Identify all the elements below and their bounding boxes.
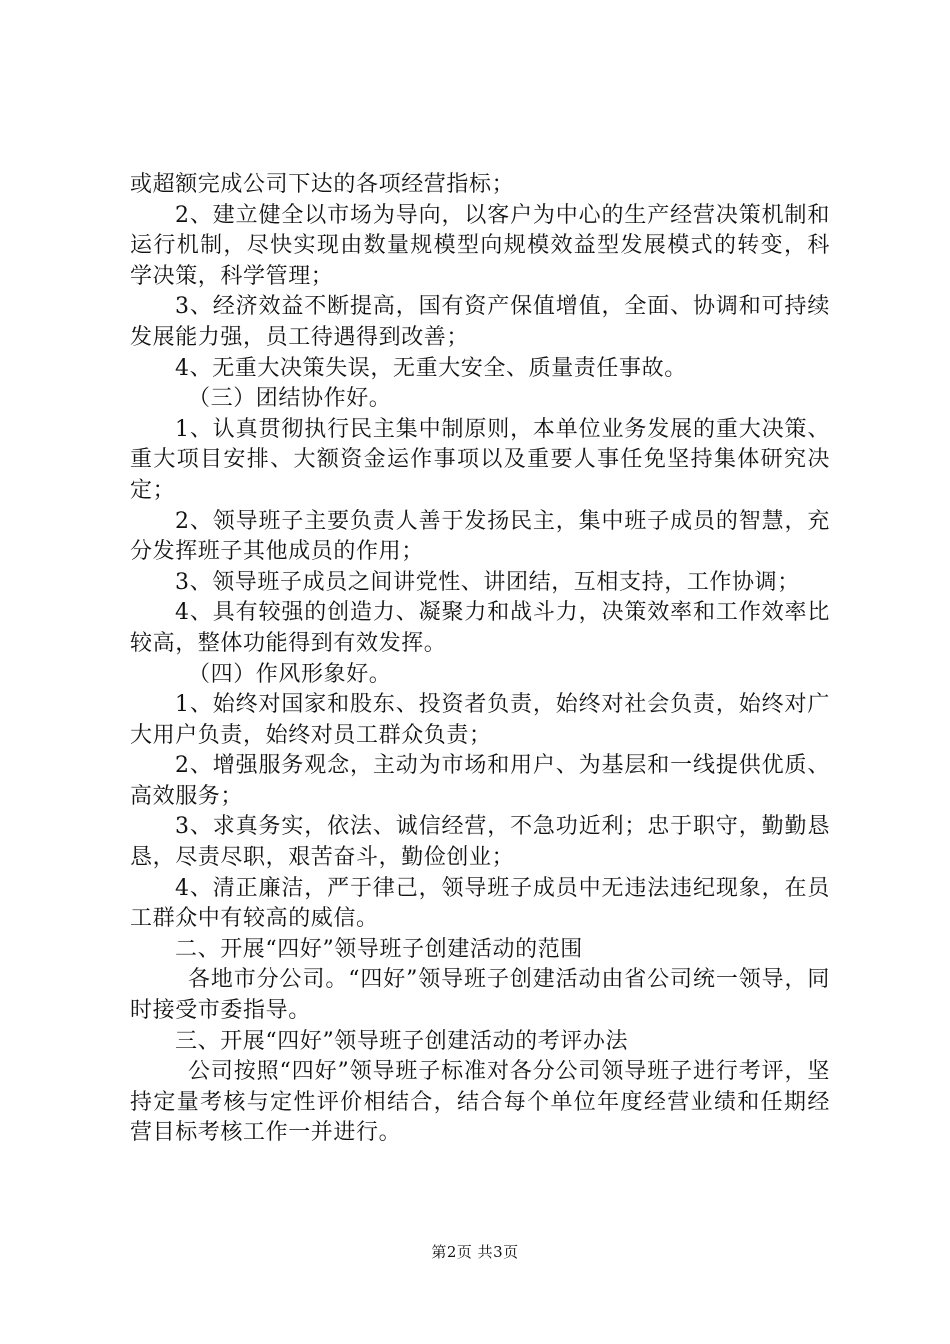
section-heading: 二、开展“四好”领导班子创建活动的范围 bbox=[175, 936, 583, 962]
paragraph: 4、清正廉洁，严于律己，领导班子成员中无违法违纪现象，在员工群众中有较高的威信。 bbox=[130, 875, 830, 932]
paragraph: 3、领导班子成员之间讲党性、讲团结，互相支持，工作协调； bbox=[175, 569, 800, 595]
paragraph: 3、求真务实，依法、诚信经营，不急功近利；忠于职守，勤勤恳恳，尽责尽职，艰苦奋斗，勤俭创业； bbox=[130, 814, 830, 871]
paragraph: 4、无重大决策失误，无重大安全、质量责任事故。 bbox=[175, 355, 687, 381]
paragraph: 4、具有较强的创造力、凝聚力和战斗力，决策效率和工作效率比较高，整体功能得到有效发挥。 bbox=[130, 600, 830, 656]
document-body bbox=[130, 170, 830, 1149]
paragraph: 或超额完成公司下达的各项经营指标； bbox=[130, 172, 515, 197]
section-heading: （四）作风形象好。 bbox=[188, 661, 392, 687]
paragraph: 2、增强服务观念，主动为市场和用户、为基层和一线提供优质、高效服务； bbox=[130, 753, 830, 809]
paragraph: 2、建立健全以市场为导向，以客户为中心的生产经营决策机制和运行机制，尽快实现由数量规模型向规模效益型发展模式的转变，科学决策，科学管理； bbox=[130, 202, 830, 289]
page-footer: 第2页 共3页 bbox=[431, 1243, 519, 1261]
paragraph: 3、经济效益不断提高，国有资产保值增值，全面、协调和可持续发展能力强，员工待遇得到改善； bbox=[130, 294, 830, 350]
paragraph: 1、始终对国家和股东、投资者负责，始终对社会负责，始终对广大用户负责，始终对员工群众负责； bbox=[130, 692, 830, 748]
section-heading: 三、开展“四好”领导班子创建活动的考评办法 bbox=[175, 1028, 629, 1054]
section-heading: （三）团结协作好。 bbox=[188, 386, 392, 412]
paragraph: 1、认真贯彻执行民主集中制原则，本单位业务发展的重大决策、重大项目安排、大额资金运作事项以及重要人事任免坚持集体研究决定； bbox=[130, 416, 830, 503]
paragraph: 2、领导班子主要负责人善于发扬民主，集中班子成员的智慧，充分发挥班子其他成员的作用； bbox=[130, 508, 830, 565]
paragraph: 公司按照“四好”领导班子标准对各分公司领导班子进行考评，坚持定量考核与定性评价相结合，结合每个单位年度经营业绩和任期经营目标考核工作一并进行。 bbox=[130, 1059, 830, 1146]
paragraph: 各地市分公司。“四好”领导班子创建活动由省公司统一领导，同时接受市委指导。 bbox=[130, 967, 830, 1024]
